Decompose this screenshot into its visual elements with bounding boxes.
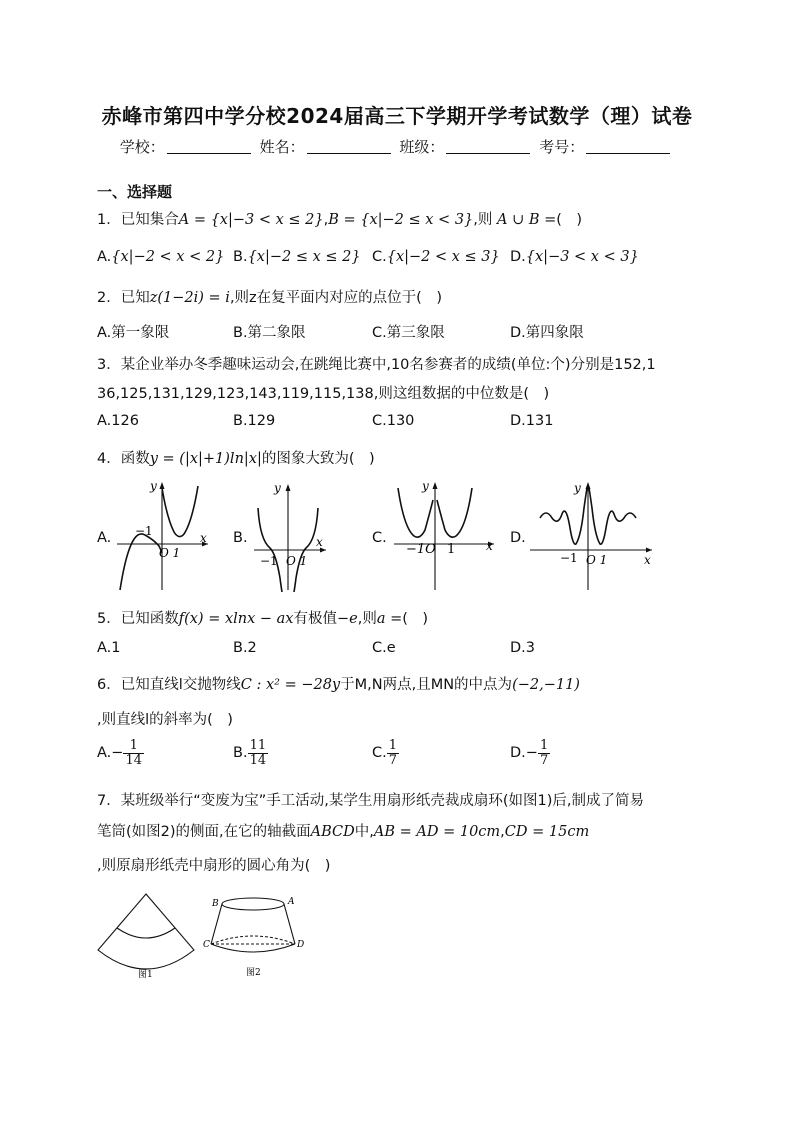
origin-label: O 1 [286, 554, 308, 568]
q7-text-a: 笔筒(如图2)的侧面,在它的轴截面 [97, 824, 311, 840]
number-blank[interactable] [586, 139, 670, 154]
q6-option-b[interactable] [233, 739, 268, 767]
q7-comma: , [500, 824, 505, 840]
option-value: {x|−2 ≤ x ≤ 2} [247, 249, 361, 265]
q4-option-a[interactable]: A. [97, 530, 112, 546]
q1-stem: 1．已知集合 [97, 212, 179, 228]
q5-option-b[interactable]: B.2 [233, 640, 257, 656]
q6-option-a[interactable] [97, 739, 144, 767]
label-a: A [288, 897, 295, 907]
q4-option-c[interactable]: C. [372, 530, 387, 546]
y-label: y [150, 479, 157, 493]
q4-graph-a [112, 478, 212, 594]
option-sign: − [111, 745, 124, 762]
section-heading: 一、选择题 [97, 183, 173, 201]
x-label: x [200, 531, 207, 545]
option-fraction [387, 739, 399, 767]
option-label: D. [510, 745, 526, 762]
option-fraction [538, 739, 550, 767]
y-label: y [422, 479, 429, 493]
origin-label: O 1 [586, 553, 608, 567]
q2-stem-b: ,则z在复平面内对应的点位于( ) [229, 290, 442, 306]
inner-arc [117, 928, 175, 938]
curve-right [437, 488, 472, 537]
one-label: 1 [447, 542, 456, 557]
option-label: C. [372, 249, 387, 265]
q7-ab-ad: AB = AD = 10cm [373, 824, 501, 840]
denominator: 7 [388, 752, 398, 768]
q2-option-a[interactable]: A.第一象限 [97, 325, 170, 341]
q5-option-d[interactable]: D.3 [510, 640, 535, 656]
y-label: y [274, 481, 281, 495]
y-axis-arrow [286, 484, 291, 491]
x-axis-arrow [646, 548, 652, 553]
question-3-line-2: 36,125,131,129,123,143,119,115,138,则这组数据的中位数是( ) [97, 386, 550, 402]
q7-figure-2 [203, 888, 303, 980]
q4-option-b[interactable]: B. [233, 530, 248, 546]
option-label: C. [372, 745, 387, 762]
option-label: A. [97, 745, 112, 762]
sector-outline [98, 894, 194, 969]
q6-point: (−2,−11) [512, 677, 580, 693]
q2-option-c[interactable]: C.第三象限 [372, 325, 445, 341]
page-title: 赤峰市第四中学分校2024届高三下学期开学考试数学（理）试卷 [101, 104, 693, 128]
q4-graph-c [390, 478, 500, 594]
q7-text-c: 中, [354, 824, 374, 840]
q7-cd: CD = 15cm [504, 824, 590, 840]
class-label: 班级： [399, 138, 445, 156]
q1-option-d[interactable] [510, 249, 639, 265]
option-label: A. [97, 249, 112, 265]
q4-option-d[interactable]: D. [510, 530, 526, 546]
q2-option-b[interactable]: B.第二象限 [233, 325, 306, 341]
school-label: 学校： [119, 138, 165, 156]
bottom-front-arc [211, 944, 295, 952]
numerator: 1 [123, 739, 144, 754]
figure-2-caption: 图2 [246, 968, 261, 978]
q7-abcd: ABCD [310, 824, 355, 840]
q3-option-a[interactable]: A.126 [97, 413, 139, 429]
q2-expr: z(1−2i) = i [149, 290, 230, 306]
option-label: B. [233, 745, 248, 762]
question-6-line-2: ,则直线l的斜率为( ) [97, 712, 233, 728]
q4-graph-d [526, 478, 656, 594]
curve-left [398, 488, 433, 537]
question-7-line-2 [97, 820, 589, 841]
q2-option-d[interactable]: D.第四象限 [510, 325, 584, 341]
option-fraction [248, 739, 269, 767]
q1-set-b: B = {x|−2 ≤ x < 3} [328, 212, 474, 228]
neg1-origin-label: −1O [406, 542, 436, 557]
label-c: C [203, 940, 210, 950]
q5-stem: 5．已知函数 [97, 611, 179, 627]
q1-option-b[interactable] [233, 249, 361, 265]
question-7-line-1: 7．某班级举行“变废为宝”手工活动,某学生用扇形纸壳裁成扇环(如图1)后,制成了简易 [97, 793, 645, 809]
origin-label: O 1 [159, 546, 181, 560]
y-axis-arrow [160, 482, 165, 489]
curve-left [120, 534, 162, 590]
curve-left [540, 488, 587, 544]
option-label: D. [510, 249, 526, 265]
q1-expr: A ∪ B = [497, 212, 557, 228]
x-label: x [644, 553, 651, 567]
top-ellipse [222, 898, 284, 910]
label-d: D [297, 940, 305, 950]
curve-right [162, 486, 198, 537]
class-blank[interactable] [446, 139, 530, 154]
denominator: 7 [539, 752, 549, 768]
q4-stem: 4．函数 [97, 451, 150, 467]
q6-option-d[interactable] [510, 739, 550, 767]
option-sign: − [525, 745, 538, 762]
numerator: 1 [539, 738, 549, 753]
question-2 [97, 286, 442, 307]
q4-expr: y = (|x|+1)ln|x| [149, 451, 262, 467]
option-label: B. [233, 249, 248, 265]
q1-option-a[interactable] [97, 249, 224, 265]
q5-stem-c: ,则 [357, 611, 377, 627]
option-value: {x|−2 < x < 2} [111, 249, 225, 265]
q4-graph-b [250, 478, 330, 594]
student-info-row [0, 136, 794, 157]
q6-option-c[interactable] [372, 739, 399, 767]
question-7-line-3: ,则原扇形纸壳中扇形的圆心角为( ) [97, 858, 331, 874]
school-blank[interactable] [167, 139, 251, 154]
q6-stem-b: 于M,N两点,且MN的中点为 [340, 677, 513, 693]
question-3-line-1: 3．某企业举办冬季趣味运动会,在跳绳比赛中,10名参赛者的成绩(单位:个)分别是152,1 [97, 357, 656, 373]
neg1-label: −1 [260, 554, 278, 568]
neg1-label: −1 [135, 524, 153, 538]
q5-tail: ( ) [402, 611, 429, 627]
denominator: 14 [249, 752, 267, 768]
q5-expr2: a = [376, 611, 403, 627]
numerator: 1 [388, 738, 398, 753]
option-value: {x|−3 < x < 3} [525, 249, 639, 265]
q1-tail: ( ) [556, 212, 583, 228]
question-6 [97, 673, 580, 694]
figure-1-caption: 图1 [138, 970, 153, 980]
q3-option-b[interactable]: B.129 [233, 413, 276, 429]
q5-option-c[interactable]: C.e [372, 640, 396, 656]
q1-stem-b: ,则 [473, 212, 493, 228]
q1-option-c[interactable] [372, 249, 500, 265]
y-axis-arrow [433, 482, 438, 489]
q7-figure-1 [96, 888, 196, 980]
right-edge [284, 904, 295, 944]
question-5 [97, 607, 428, 628]
numerator: 11 [249, 738, 267, 753]
number-label: 考号： [539, 138, 585, 156]
q2-stem: 2．已知 [97, 290, 150, 306]
x-label: x [486, 539, 493, 553]
curve-right [589, 488, 636, 544]
name-blank[interactable] [307, 139, 391, 154]
name-label: 姓名： [259, 138, 305, 156]
neg1-label: −1 [560, 551, 578, 565]
y-label: y [574, 481, 581, 495]
q5-option-a[interactable]: A.1 [97, 640, 121, 656]
q6-expr: C : x² = −28y [240, 677, 341, 693]
x-label: x [316, 535, 323, 549]
q4-stem-b: 的图象大致为( ) [261, 451, 375, 467]
q5-expr: f(x) = xlnx − ax [178, 611, 294, 627]
question-1: 1．已知集合A = {x|−3 < x ≤ 2},B = {x|−2 ≤ x < 3},则 A ∪ B =( ) [97, 212, 583, 228]
q5-value: −e [336, 611, 358, 627]
q3-option-d[interactable]: D.131 [510, 413, 554, 429]
option-fraction [123, 739, 144, 767]
q1-set-a: A = {x|−3 < x ≤ 2} [178, 212, 324, 228]
left-edge [211, 904, 222, 944]
denominator: 14 [125, 752, 142, 768]
bottom-back-arc [211, 936, 295, 944]
question-4 [97, 447, 375, 468]
q3-option-c[interactable]: C.130 [372, 413, 415, 429]
q6-stem: 6．已知直线l交抛物线 [97, 677, 241, 693]
option-value: {x|−2 < x ≤ 3} [386, 249, 500, 265]
label-b: B [212, 899, 219, 909]
q5-stem-b: 有极值 [293, 611, 337, 627]
